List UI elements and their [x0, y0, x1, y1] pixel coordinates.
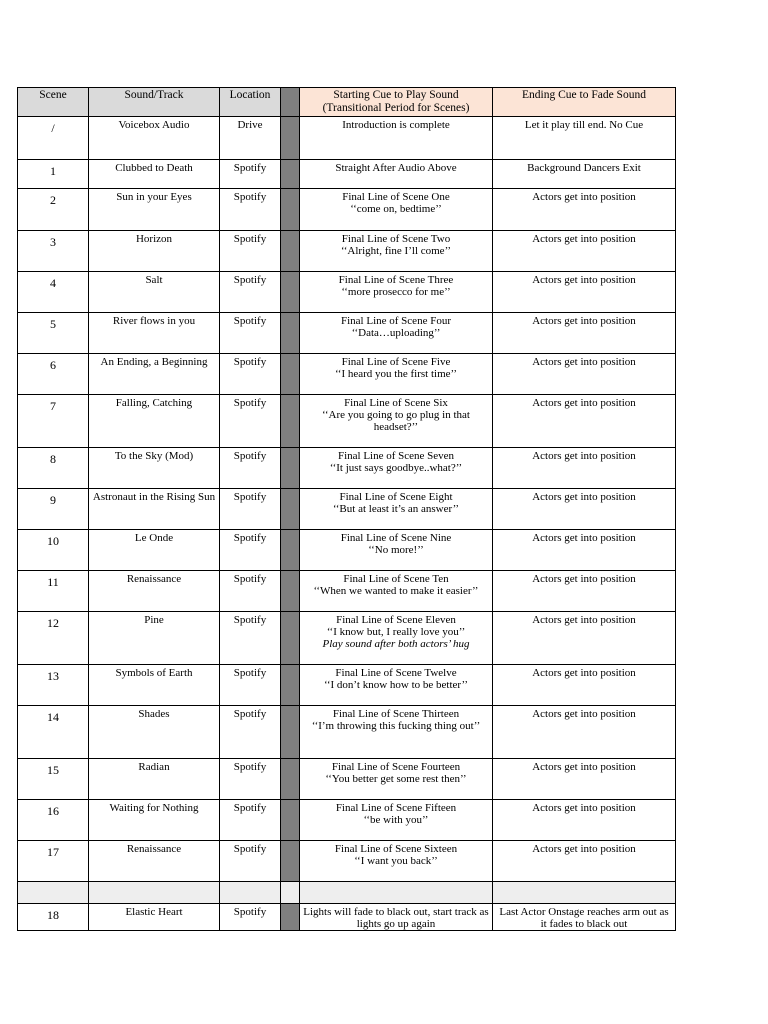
- ending-cue: Actors get into position: [493, 612, 676, 665]
- starting-cue-line: Final Line of Scene Ten: [343, 573, 449, 585]
- track-name: To the Sky (Mod): [89, 448, 220, 489]
- starting-cue-line: ‘‘You better get some rest then’’: [325, 773, 467, 785]
- scene-number: 6: [18, 354, 89, 395]
- ending-cue: Actors get into position: [493, 841, 676, 882]
- track-name: Shades: [89, 706, 220, 759]
- starting-cue-line: ‘‘No more!’’: [368, 544, 424, 556]
- scene-number: 12: [18, 612, 89, 665]
- table-row: [18, 189, 676, 231]
- table-row: [18, 841, 676, 882]
- separator-cell: [281, 231, 300, 272]
- table-row: [18, 612, 676, 665]
- separator-cell: [281, 665, 300, 706]
- separator-cell: [281, 841, 300, 882]
- location: Spotify: [220, 612, 281, 665]
- starting-cue-line: ‘‘I don’t know how to be better’’: [324, 679, 468, 691]
- ending-cue: Background Dancers Exit: [493, 160, 676, 189]
- scene-number: 10: [18, 530, 89, 571]
- starting-cue-line: Final Line of Scene Three: [338, 274, 454, 286]
- starting-cue-line: Straight After Audio Above: [335, 162, 457, 174]
- track-name: Symbols of Earth: [89, 665, 220, 706]
- header-scene: Scene: [18, 88, 89, 117]
- scene-number: 11: [18, 571, 89, 612]
- starting-cue-line: ‘‘I heard you the first time’’: [334, 368, 458, 380]
- header-ending-cue: Ending Cue to Fade Sound: [493, 88, 676, 117]
- ending-cue: Actors get into position: [493, 395, 676, 448]
- starting-cue: [300, 489, 493, 530]
- starting-cue-line: ‘‘Alright, fine I’ll come’’: [340, 245, 452, 257]
- separator-cell: [281, 904, 300, 931]
- starting-cue: [300, 231, 493, 272]
- header-location: Location: [220, 88, 281, 117]
- table-row: [18, 665, 676, 706]
- track-name: Radian: [89, 759, 220, 800]
- separator-cell: [281, 313, 300, 354]
- starting-cue-line: ‘‘more prosecco for me’’: [341, 286, 451, 298]
- ending-cue: Actors get into position: [493, 706, 676, 759]
- separator-cell: [281, 354, 300, 395]
- starting-cue-line: Final Line of Scene Sixteen: [334, 843, 458, 855]
- track-name: River flows in you: [89, 313, 220, 354]
- track-name: Horizon: [89, 231, 220, 272]
- track-name: Pine: [89, 612, 220, 665]
- starting-cue: [300, 759, 493, 800]
- starting-cue: [300, 706, 493, 759]
- location: Spotify: [220, 354, 281, 395]
- starting-cue-line: ‘‘But at least it’s an answer’’: [332, 503, 460, 515]
- starting-cue-line: Final Line of Scene Four: [341, 315, 451, 327]
- starting-cue: [300, 395, 493, 448]
- location: Spotify: [220, 448, 281, 489]
- separator-cell: [281, 160, 300, 189]
- ending-cue: Actors get into position: [493, 665, 676, 706]
- starting-cue: [300, 160, 493, 189]
- table-row: [18, 117, 676, 160]
- separator-cell: [281, 395, 300, 448]
- starting-cue-line: Final Line of Scene Five: [341, 356, 451, 368]
- starting-cue-line: Final Line of Scene Eleven: [336, 614, 456, 626]
- location: Spotify: [220, 189, 281, 231]
- blank-cell: [18, 882, 89, 904]
- ending-cue: Actors get into position: [493, 272, 676, 313]
- blank-cell: [300, 882, 493, 904]
- starting-cue-line: ‘‘It just says goodbye..what?’’: [329, 462, 463, 474]
- ending-cue: Actors get into position: [493, 759, 676, 800]
- separator-cell: [281, 706, 300, 759]
- blank-cell: [220, 882, 281, 904]
- starting-cue: [300, 354, 493, 395]
- ending-cue: Actors get into position: [493, 530, 676, 571]
- ending-cue: Actors get into position: [493, 800, 676, 841]
- location: Spotify: [220, 313, 281, 354]
- scene-number: 1: [18, 160, 89, 189]
- starting-cue-line: ‘‘Data…uploading’’: [351, 327, 441, 339]
- starting-cue-line: ‘‘I know but, I really love you’’: [326, 626, 466, 638]
- location: Drive: [220, 117, 281, 160]
- separator-column: [281, 88, 300, 117]
- location: Spotify: [220, 395, 281, 448]
- starting-cue-line: Introduction is complete: [342, 119, 450, 131]
- starting-cue: [300, 665, 493, 706]
- table-row: [18, 706, 676, 759]
- ending-cue: Actors get into position: [493, 448, 676, 489]
- starting-cue-line: ‘‘When we wanted to make it easier’’: [313, 585, 479, 597]
- location: Spotify: [220, 706, 281, 759]
- track-name: Renaissance: [89, 841, 220, 882]
- separator-cell: [281, 448, 300, 489]
- table-row: [18, 571, 676, 612]
- header-starting-cue-line2: (Transitional Period for Scenes): [322, 102, 470, 114]
- scene-number: 18: [18, 904, 89, 931]
- header-starting-cue: [300, 88, 493, 117]
- blank-cell: [493, 882, 676, 904]
- starting-cue-line: Final Line of Scene Seven: [337, 450, 455, 462]
- scene-number: /: [18, 117, 89, 160]
- starting-cue-line: ‘‘come on, bedtime’’: [350, 203, 442, 215]
- location: Spotify: [220, 800, 281, 841]
- starting-cue: [300, 189, 493, 231]
- starting-cue-line: Final Line of Scene One: [342, 191, 450, 203]
- separator-cell: [281, 612, 300, 665]
- location: Spotify: [220, 231, 281, 272]
- scene-number: 14: [18, 706, 89, 759]
- table-row: [18, 882, 676, 904]
- location: Spotify: [220, 665, 281, 706]
- scene-number: 2: [18, 189, 89, 231]
- table-row: [18, 231, 676, 272]
- starting-cue: [300, 313, 493, 354]
- table-row: [18, 272, 676, 313]
- blank-cell: [89, 882, 220, 904]
- separator-cell: [281, 272, 300, 313]
- table-row: [18, 489, 676, 530]
- scene-number: 3: [18, 231, 89, 272]
- starting-cue-note: Play sound after both actors’ hug: [322, 638, 470, 650]
- starting-cue-line: Final Line of Scene Fifteen: [335, 802, 457, 814]
- scene-number: 16: [18, 800, 89, 841]
- table-row: [18, 800, 676, 841]
- separator-cell: [281, 882, 300, 904]
- starting-cue-line: ‘‘be with you’’: [363, 814, 429, 826]
- ending-cue: Actors get into position: [493, 231, 676, 272]
- scene-number: 4: [18, 272, 89, 313]
- header-starting-cue-line1: Starting Cue to Play Sound: [333, 89, 459, 101]
- location: Spotify: [220, 904, 281, 931]
- ending-cue: Last Actor Onstage reaches arm out as it fades to black out: [493, 904, 676, 931]
- starting-cue-line: Lights will fade to black out, start track as lights go up again: [303, 906, 489, 930]
- scene-number: 7: [18, 395, 89, 448]
- location: Spotify: [220, 759, 281, 800]
- scene-number: 9: [18, 489, 89, 530]
- starting-cue-line: Final Line of Scene Eight: [339, 491, 453, 503]
- track-name: Clubbed to Death: [89, 160, 220, 189]
- separator-cell: [281, 571, 300, 612]
- header-sound-track: Sound/Track: [89, 88, 220, 117]
- table-row: [18, 530, 676, 571]
- scene-number: 5: [18, 313, 89, 354]
- track-name: Sun in your Eyes: [89, 189, 220, 231]
- scene-number: 17: [18, 841, 89, 882]
- sound-cue-table: [17, 87, 676, 931]
- location: Spotify: [220, 841, 281, 882]
- starting-cue-line: Final Line of Scene Fourteen: [331, 761, 461, 773]
- track-name: An Ending, a Beginning: [89, 354, 220, 395]
- starting-cue: [300, 800, 493, 841]
- separator-cell: [281, 759, 300, 800]
- location: Spotify: [220, 571, 281, 612]
- table-row: [18, 395, 676, 448]
- location: Spotify: [220, 160, 281, 189]
- starting-cue: [300, 612, 493, 665]
- starting-cue-line: ‘‘I want you back’’: [354, 855, 438, 867]
- table-row: [18, 448, 676, 489]
- separator-cell: [281, 189, 300, 231]
- track-name: Le Onde: [89, 530, 220, 571]
- track-name: Astronaut in the Rising Sun: [89, 489, 220, 530]
- ending-cue: Actors get into position: [493, 489, 676, 530]
- track-name: Elastic Heart: [89, 904, 220, 931]
- starting-cue: [300, 530, 493, 571]
- ending-cue: Actors get into position: [493, 189, 676, 231]
- starting-cue: [300, 272, 493, 313]
- ending-cue: Let it play till end. No Cue: [493, 117, 676, 160]
- table-row: [18, 759, 676, 800]
- separator-cell: [281, 530, 300, 571]
- ending-cue: Actors get into position: [493, 571, 676, 612]
- starting-cue-line: ‘‘Are you going to go plug in that headset?’’: [322, 409, 470, 433]
- location: Spotify: [220, 530, 281, 571]
- separator-cell: [281, 489, 300, 530]
- ending-cue: Actors get into position: [493, 313, 676, 354]
- starting-cue-line: Final Line of Scene Twelve: [335, 667, 457, 679]
- starting-cue: [300, 904, 493, 931]
- location: Spotify: [220, 489, 281, 530]
- starting-cue-line: Final Line of Scene Thirteen: [332, 708, 460, 720]
- separator-cell: [281, 800, 300, 841]
- track-name: Voicebox Audio: [89, 117, 220, 160]
- table-row: [18, 904, 676, 931]
- cue-table-body: [18, 117, 676, 931]
- starting-cue: [300, 571, 493, 612]
- starting-cue: [300, 841, 493, 882]
- track-name: Waiting for Nothing: [89, 800, 220, 841]
- table-row: [18, 160, 676, 189]
- starting-cue-line: Final Line of Scene Two: [341, 233, 451, 245]
- starting-cue: [300, 117, 493, 160]
- scene-number: 13: [18, 665, 89, 706]
- table-row: [18, 313, 676, 354]
- track-name: Renaissance: [89, 571, 220, 612]
- location: Spotify: [220, 272, 281, 313]
- starting-cue-line: Final Line of Scene Six: [344, 397, 448, 409]
- starting-cue-line: ‘‘I’m throwing this fucking thing out’’: [311, 720, 481, 732]
- separator-cell: [281, 117, 300, 160]
- scene-number: 15: [18, 759, 89, 800]
- table-row: [18, 354, 676, 395]
- track-name: Falling, Catching: [89, 395, 220, 448]
- ending-cue: Actors get into position: [493, 354, 676, 395]
- scene-number: 8: [18, 448, 89, 489]
- track-name: Salt: [89, 272, 220, 313]
- starting-cue-line: Final Line of Scene Nine: [340, 532, 452, 544]
- starting-cue: [300, 448, 493, 489]
